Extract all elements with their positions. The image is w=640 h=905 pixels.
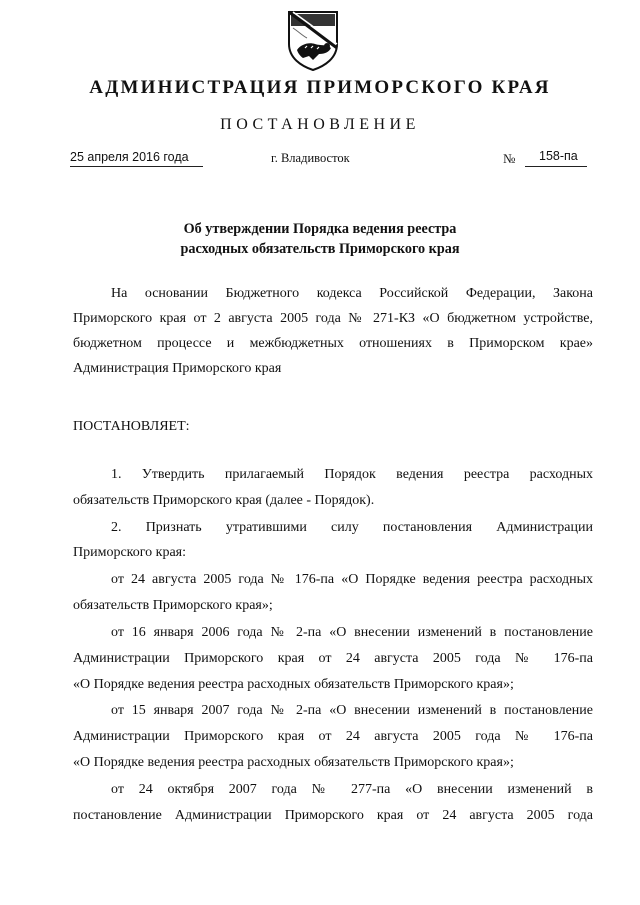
- document-number: 158-па: [539, 149, 578, 163]
- body-line: обязательств Приморского края»;: [73, 598, 273, 613]
- body-line: постановление Администрации Приморского края от 24 августа 2005 года: [73, 808, 593, 823]
- document-date: 25 апреля 2016 года: [70, 150, 189, 164]
- body-line: «О Порядке ведения реестра расходных обязательств Приморского края»;: [73, 677, 514, 692]
- coat-of-arms-icon: [283, 8, 343, 72]
- document-subject: [0, 219, 640, 259]
- body-line: обязательств Приморского края (далее - Порядок).: [73, 493, 375, 508]
- date-underline: [70, 166, 203, 167]
- body-line: от 15 января 2007 года № 2-па «О внесении изменений в постановление: [111, 703, 593, 718]
- number-underline: [525, 166, 587, 167]
- document-city: г. Владивосток: [271, 151, 350, 165]
- resolves-heading: ПОСТАНОВЛЯЕТ:: [73, 419, 190, 434]
- body-line: от 16 января 2006 года № 2-па «О внесении изменений в постановление: [111, 625, 593, 640]
- subject-line: Об утверждении Порядка ведения реестра: [183, 221, 457, 237]
- body-line: от 24 октября 2007 года № 277-па «О внесении изменений в: [111, 782, 593, 797]
- body-line: 2. Признать утратившими силу постановления Администрации: [111, 520, 593, 535]
- body-line: «О Порядке ведения реестра расходных обязательств Приморского края»;: [73, 755, 514, 770]
- body-line: 1. Утвердить прилагаемый Порядок ведения реестра расходных: [111, 467, 593, 482]
- document-type: ПОСТАНОВЛЕНИЕ: [220, 116, 420, 133]
- preamble-line: Приморского края от 2 августа 2005 года № 271-КЗ «О бюджетном устройстве,: [73, 311, 593, 326]
- preamble-line: Администрация Приморского края: [73, 361, 282, 376]
- body-line: Приморского края:: [73, 545, 187, 560]
- subject-line: расходных обязательств Приморского края: [180, 241, 460, 257]
- body-line: от 24 августа 2005 года № 176-па «О Порядке ведения реестра расходных: [111, 572, 593, 587]
- preamble-line: На основании Бюджетного кодекса Российской Федерации, Закона: [111, 286, 593, 301]
- body-line: Администрации Приморского края от 24 августа 2005 года № 176-па: [73, 651, 593, 666]
- body-line: Администрации Приморского края от 24 августа 2005 года № 176-па: [73, 729, 593, 744]
- organization-title: АДМИНИСТРАЦИЯ ПРИМОРСКОГО КРАЯ: [89, 77, 551, 98]
- number-label: №: [503, 151, 516, 166]
- preamble-line: бюджетном процессе и межбюджетных отношениях в Приморском крае»: [73, 336, 593, 351]
